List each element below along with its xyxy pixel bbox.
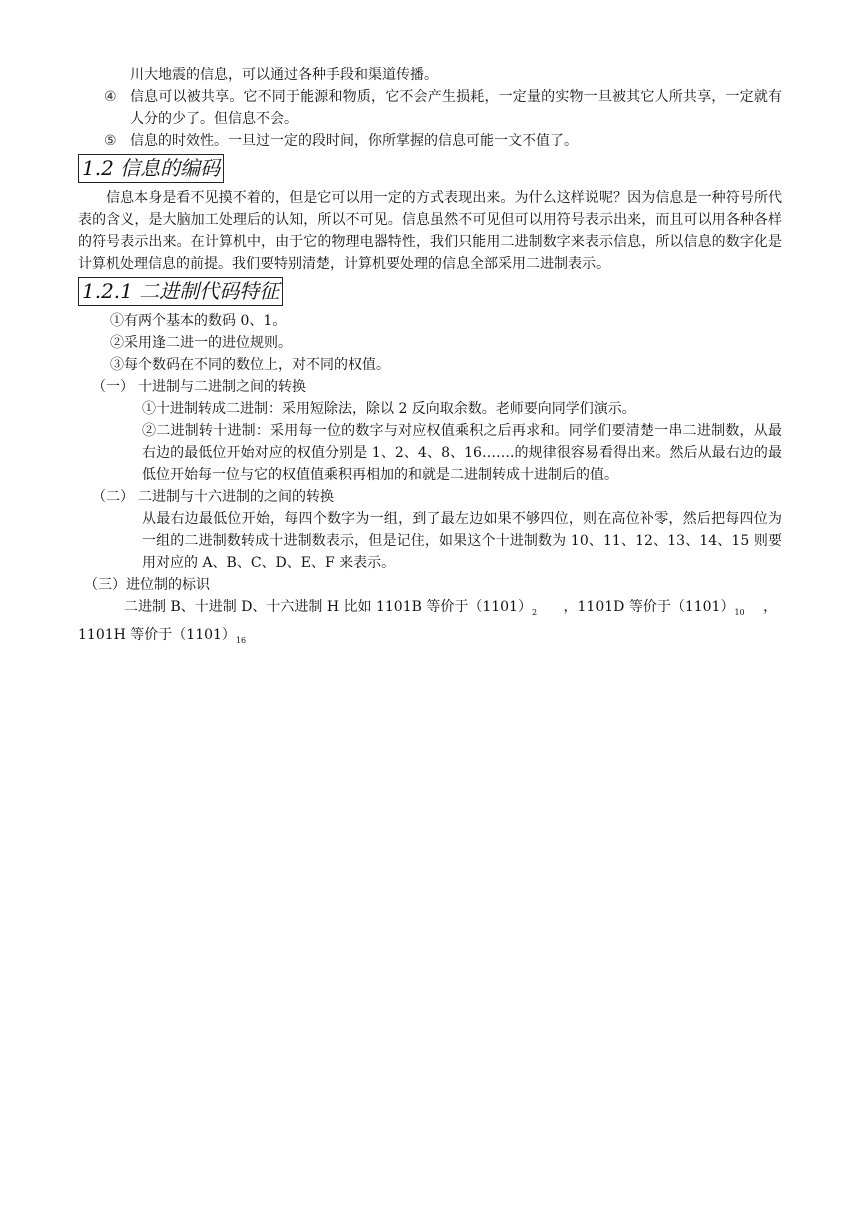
radix-notation-line-2 [78, 624, 782, 652]
subscript: 2 [531, 607, 538, 617]
subsection-1-p1: ①十进制转成二进制：采用短除法，除以 2 反向取余数。老师要向同学们演示。 [142, 401, 636, 417]
list-text: 信息可以被共享。它不同于能源和物质，它不会产生损耗，一定量的实物一旦被其它人所共享，一定就有人分的少了。但信息不会。 [130, 89, 782, 127]
subsection-3-title: （三）进位制的标识 [84, 577, 210, 593]
list-text: 信息的时效性。一旦过一定的段时间，你所掌握的信息可能一文不值了。 [130, 133, 578, 149]
subsection-tag: （一） [92, 379, 134, 395]
list-item-4 [78, 86, 782, 130]
section-heading-1-2: 1.2 信息的编码 [78, 154, 224, 183]
radix-text: 1101H 等价于（1101） [78, 626, 236, 643]
subsection-2-p1: 从最右边最低位开始，每四个数字为一组，到了最左边如果不够四位，则在高位补零，然后把每四位为一组的二进制数转成十进制数表示，但是记住，如果这个十进制数为 10、11、12、13、14、15 则要用对应的 A、B、C、D、E、F 来表示。 [142, 511, 782, 571]
radix-text: ，1101D 等价于（1101） [563, 599, 735, 615]
list-number: ⑤ [104, 133, 117, 149]
subsection-title: 二进制与十六进制的之间的转换 [138, 489, 334, 505]
section-paragraph: 信息本身是看不见摸不着的，但是它可以用一定的方式表现出来。为什么这样说呢？因为信息是一种符号所代表的含义，是大脑加工处理后的认知，所以不可见。信息虽然不可见但可以用符号表示出来，而且可以用各种各样的符号表示出来。在计算机中，由于它的物理电器特性，我们只能用二进制数字来表示信息，所以信息的数字化是计算机处理信息的前提。我们要特别清楚，计算机要处理的信息全部采用二进制表示。 [78, 190, 782, 272]
list-item-5 [78, 130, 782, 152]
feature-item-2: ②采用逢二进一的进位规则。 [110, 335, 292, 351]
radix-notation-line-1 [78, 596, 782, 624]
feature-item-3: ③每个数码在不同的数位上，对不同的权值。 [110, 357, 390, 373]
document-page [78, 64, 782, 652]
subsection-tag: （二） [92, 489, 134, 505]
subsection-title: 十进制与二进制之间的转换 [138, 379, 306, 395]
feature-item-1: ①有两个基本的数码 0、1。 [110, 313, 287, 329]
subscript: 16 [235, 635, 247, 645]
list-number: ④ [104, 89, 117, 105]
section-heading-1-2-1: 1.2.1 二进制代码特征 [78, 277, 283, 306]
list-continuation: 川大地震的信息，可以通过各种手段和渠道传播。 [130, 67, 438, 83]
subsection-1-label [78, 376, 782, 398]
radix-text: 二进制 B、十进制 D、十六进制 H 比如 1101B 等价于（1101） [124, 599, 532, 615]
subscript: 10 [734, 607, 745, 617]
radix-text: ， [763, 599, 778, 615]
subsection-2-label [78, 486, 782, 508]
subsection-1-p2: ②二进制转十进制：采用每一位的数字与对应权值乘积之后再求和。同学们要清楚一串二进制数，从最右边的最低位开始对应的权值分别是 1、2、4、8、16…….的规律很容易看得出来。然后从最右边的最低位开始每一位与它的权值值乘积再相加的和就是二进制转成十进制后的值。 [142, 423, 782, 483]
